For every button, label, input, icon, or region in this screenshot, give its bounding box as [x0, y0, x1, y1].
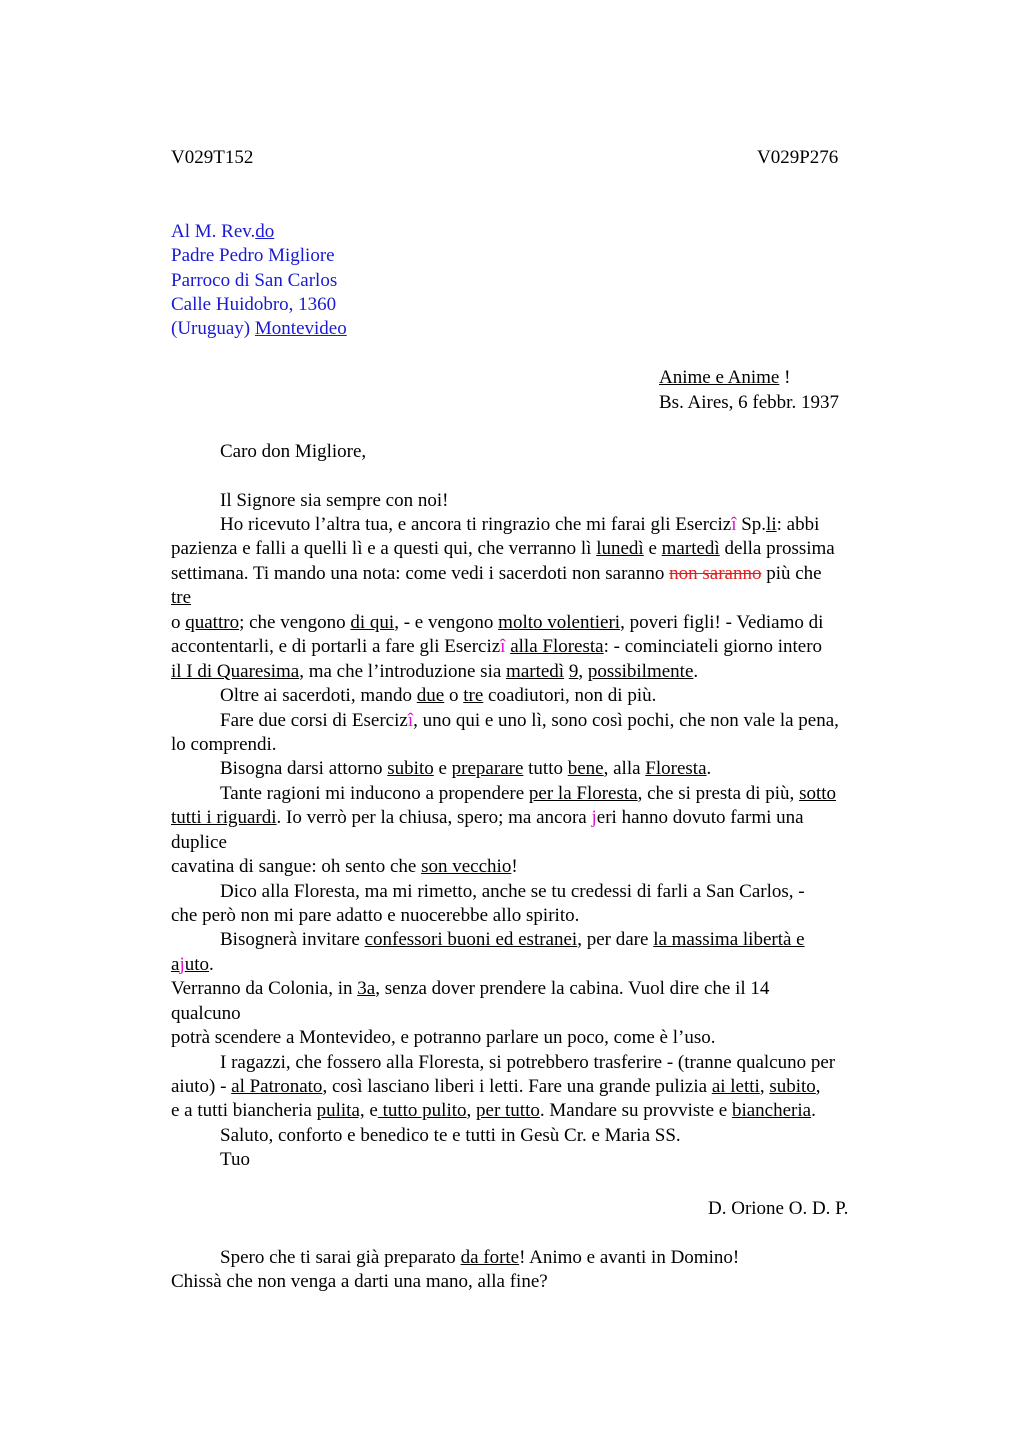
deleted-text: non saranno — [669, 563, 762, 584]
accent-mark: î — [500, 636, 506, 657]
document-code-left: V029T152 — [171, 147, 254, 168]
body-line: duplice — [171, 832, 227, 853]
accent-mark: î — [731, 514, 737, 535]
postscript-line: Chissà che non venga a darti una mano, alla fine? — [171, 1271, 548, 1292]
body-line: o quattro; che vengono di qui, - e vengono molto volentieri, poveri figli! - Vediamo di — [171, 612, 824, 633]
address-line-3: Parroco di San Carlos — [171, 270, 338, 291]
address-line-1: Al M. Rev.do — [171, 221, 275, 242]
date-line: Bs. Aires, 6 febbr. 1937 — [659, 392, 839, 413]
body-line: tutti i riguardi. Io verrò per la chiusa, spero; ma ancora jeri hanno dovuto farmi una — [171, 807, 804, 828]
salutation: Caro don Migliore, — [220, 441, 367, 462]
motto: Anime e Anime ! — [659, 367, 791, 388]
document-code-right: V029P276 — [757, 147, 839, 168]
body-line: Tuo — [220, 1149, 250, 1170]
postscript-line: Spero che ti sarai già preparato da forte! Animo e avanti in Domino! — [220, 1247, 740, 1268]
signature: D. Orione O. D. P. — [708, 1198, 849, 1219]
body-line: Bisognerà invitare confessori buoni ed estranei, per dare la massima libertà e — [220, 929, 805, 950]
address-line-4: Calle Huidobro, 1360 — [171, 294, 337, 315]
body-line: Bisogna darsi attorno subito e preparare tutto bene, alla Floresta. — [220, 758, 712, 779]
body-line: Oltre ai sacerdoti, mando due o tre coadiutori, non di più. — [220, 685, 657, 706]
body-line: Verranno da Colonia, in 3a, senza dover prendere la cabina. Vuol dire che il 14 — [171, 978, 770, 999]
accent-mark: î — [407, 710, 414, 731]
body-line: settimana. Ti mando una nota: come vedi i sacerdoti non saranno non saranno più che — [171, 563, 822, 584]
body-line: e a tutti biancheria pulita, e tutto pulito, per tutto. Mandare su provviste e biancheria. — [171, 1100, 816, 1121]
body-line: aiuto) - al Patronato, così lasciano liberi i letti. Fare una grande pulizia ai letti, subito, — [171, 1076, 821, 1097]
body-line: Fare due corsi di Esercizî, uno qui e uno lì, sono così pochi, che non vale la pena, — [220, 710, 839, 731]
body-line: qualcuno — [171, 1003, 241, 1024]
body-line: il I di Quaresima, ma che l’introduzione sia martedì 9, possibilmente. — [171, 661, 699, 682]
body-line: potrà scendere a Montevideo, e potranno parlare un poco, come è l’uso. — [171, 1027, 716, 1048]
body-line: I ragazzi, che fossero alla Floresta, si potrebbero trasferire - (tranne qualcuno per — [220, 1052, 836, 1073]
body-line: tre — [171, 587, 192, 608]
body-line: che però non mi pare adatto e nuocerebbe allo spirito. — [171, 905, 580, 926]
address-line-5: (Uruguay) Montevideo — [171, 318, 347, 339]
body-line: ajuto. — [171, 954, 214, 975]
body-line: Tante ragioni mi inducono a propendere per la Floresta, che si presta di più, sotto — [220, 783, 837, 804]
body-line: cavatina di sangue: oh sento che son vecchio! — [171, 856, 518, 877]
body-line: Saluto, conforto e benedico te e tutti in Gesù Cr. e Maria SS. — [220, 1125, 681, 1146]
body-line: lo comprendi. — [171, 734, 277, 755]
body-line: pazienza e falli a quelli lì e a questi qui, che verranno lì lunedì e martedì della prossima — [171, 538, 835, 559]
body-line: Dico alla Floresta, ma mi rimetto, anche se tu credessi di farli a San Carlos, - — [220, 881, 805, 902]
address-line-2: Padre Pedro Migliore — [171, 245, 335, 266]
body-line: accontentarli, e di portarli a fare gli Esercizî alla Floresta: - cominciateli giorno intero — [171, 636, 823, 657]
body-line: Il Signore sia sempre con noi! — [220, 490, 449, 511]
body-line: Ho ricevuto l’altra tua, e ancora ti ringrazio che mi farai gli Esercizî Sp.li: abbi — [220, 514, 820, 535]
